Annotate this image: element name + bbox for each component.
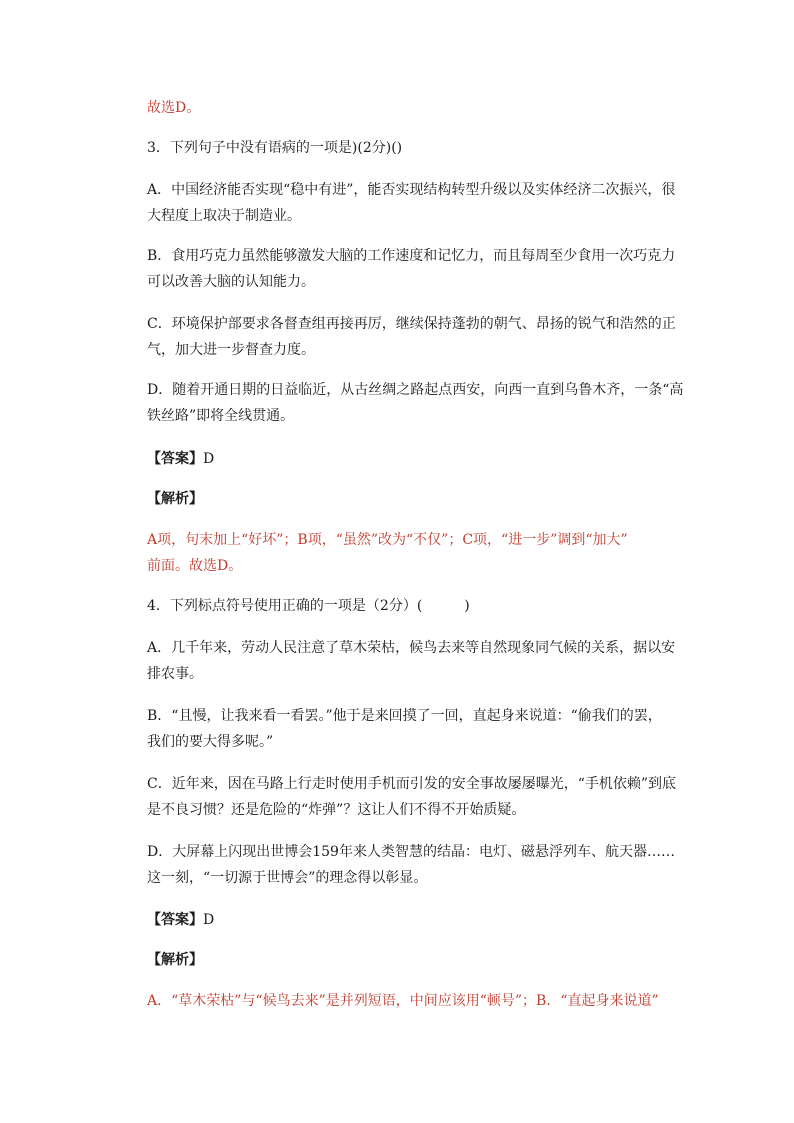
q3-answer-value: D — [203, 451, 215, 467]
q3-option-c-line1: C．环境保护部要求各督查组再接再厉，继续保持蓬勃的朝气、昂扬的锐气和浩然的正 — [147, 316, 676, 332]
q4-option-d-line2: 这一刻，“一切源于世博会”的理念得以彰显。 — [147, 870, 428, 886]
q3-option-d-line2: 铁丝路”即将全线贯通。 — [147, 408, 295, 424]
q3-option-c-line2: 气，加大进一步督查力度。 — [147, 342, 315, 358]
q3-answer-label: 【答案】 — [147, 451, 203, 467]
q4-option-c-line1: C．近年来，因在马路上行走时使用手机而引发的安全事故屡屡曝光，“手机依赖”到底 — [147, 776, 677, 792]
q3-analysis-line1: A项，句末加上“好坏”；B项，“虽然”改为“不仅”；C项，“进一步”调到“加大” — [147, 532, 628, 548]
q4-answer-label: 【答案】 — [147, 912, 203, 928]
q3-option-b-line1: B．食用巧克力虽然能够激发大脑的工作速度和记忆力，而且每周至少食用一次巧克力 — [147, 248, 676, 264]
q4-option-a-line2: 排农事。 — [147, 666, 203, 682]
q4-option-d-line1: D．大屏幕上闪现出世博会159年来人类智慧的结晶：电灯、磁悬浮列车、航天器…… — [147, 844, 675, 860]
q3-option-d-line1: D．随着开通日期的日益临近，从古丝绸之路起点西安，向西一直到乌鲁木齐，一条“高 — [147, 382, 684, 398]
q4-answer-value: D — [203, 912, 215, 928]
q3-option-b-line2: 可以改善大脑的认知能力。 — [147, 274, 315, 290]
q4-stem: 4．下列标点符号使用正确的一项是（2分）( ) — [147, 598, 470, 614]
q3-option-a-line1: A．中国经济能否实现“稳中有进”，能否实现结构转型升级以及实体经济二次振兴，很 — [147, 182, 676, 198]
q3-answer — [147, 449, 214, 469]
q3-stem: 3．下列句子中没有语病的一项是)(2分)() — [147, 140, 403, 156]
q3-analysis-line2: 前面。故选D。 — [147, 558, 243, 574]
q4-option-b-line1: B．“且慢，让我来看一看罢。”他于是来回摸了一回，直起身来说道：“偷我们的罢， — [147, 708, 662, 724]
q4-analysis-line1: A．“草木荣枯”与“候鸟去来”是并列短语，中间应该用“顿号”；B．“直起身来说道” — [147, 993, 659, 1009]
q3-option-a-line2: 大程度上取决于制造业。 — [147, 208, 301, 224]
q3-analysis-label: 【解析】 — [147, 491, 203, 507]
q4-option-b-line2: 我们的要大得多呢。” — [147, 734, 274, 750]
previous-conclusion: 故选D。 — [147, 100, 201, 116]
q4-analysis-label: 【解析】 — [147, 952, 203, 968]
q4-answer — [147, 910, 214, 930]
q4-option-a-line1: A．几千年来，劳动人民注意了草木荣枯，候鸟去来等自然现象同气候的关系，据以安 — [147, 640, 676, 656]
q4-option-c-line2: 是不良习惯？还是危险的“炸弹”？这让人们不得不开始质疑。 — [147, 802, 526, 818]
